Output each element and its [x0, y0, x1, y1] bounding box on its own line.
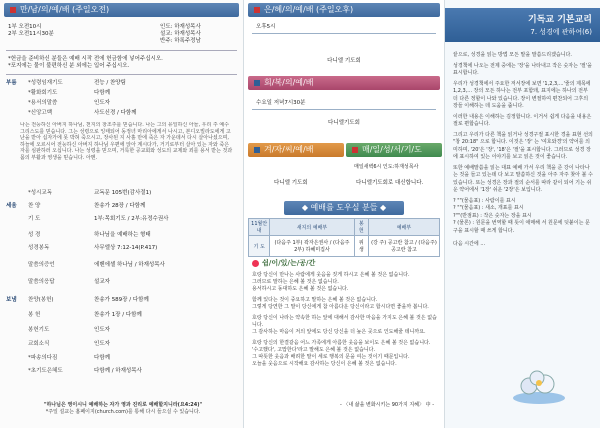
flower-decoration-icon — [509, 362, 569, 406]
order-item: 성경봉독 — [28, 245, 50, 251]
order-row — [6, 90, 238, 99]
divider — [252, 33, 436, 34]
section-title: 매/일/성/서/기/도 — [362, 145, 422, 154]
table-header: 새지의 예배부 — [270, 219, 354, 236]
order-row — [6, 312, 238, 321]
section-title: 회/복/의/예/배 — [264, 78, 314, 87]
order-item: 봉 헌 — [28, 312, 41, 318]
order-row — [6, 190, 238, 199]
order-item: 말씀의증언 — [28, 262, 55, 268]
order-value: 인도자 — [94, 341, 110, 347]
helpers-title: 예배를 도우실 분들 — [310, 203, 378, 212]
order-row — [6, 216, 238, 225]
part-label-send: 보냄 — [6, 297, 17, 303]
rest-space-label: 쉼/이/있/는/공/간 — [262, 259, 316, 267]
doctrine-para: ? ""(물음표) : 새소, 개표를 표시 — [453, 205, 524, 211]
order-row — [6, 262, 238, 271]
mustard-seed-worship-header — [248, 143, 344, 157]
notice-line: *헌금을 준비하신 분들은 예배 시작 전에 헌금함에 넣어주십시오. — [8, 56, 163, 62]
section-item: 다니엘기도회로 대신합니다. — [356, 180, 424, 186]
section-time: 수요일 저녁7시30분 — [256, 100, 306, 106]
order-item: *성령임재기도 — [28, 80, 63, 86]
prose-line: 그 따뜻한 웃음과 배려한 말이 세로 행복의 문을 여는 것이기 때문입니다. — [252, 354, 410, 360]
doctrine-subtitle: 7. 성경에 관하여(6) — [530, 28, 592, 36]
order-item: 찬양(봉헌) — [28, 297, 54, 303]
order-value: 다함께 — [94, 355, 110, 361]
order-row — [6, 327, 238, 336]
order-row — [6, 355, 238, 364]
doctrine-title-box — [445, 8, 600, 42]
doctrine-para: 우리가 성경책에서 주요한 저서장에 보면 '1,2,3,...'줄의 제목에 1,2,3,... 장의 모든 하나는 전부 포함돼, 표지에는 하나의 전부 더 다른 정할이 나와 있습니다. 장이 변절하여 편찬되어 그후의 장들 이해하는 데 도움을 줍니다. — [453, 80, 591, 109]
table-header: 봉 헌 — [354, 219, 368, 236]
service-time-1: 1부 오전10시 — [8, 24, 42, 30]
part-label-call: 부름 — [6, 80, 17, 86]
doctrine-title: 기독교 기본교리 — [528, 15, 592, 25]
divider — [6, 50, 237, 51]
order-row — [6, 368, 238, 377]
morning-worship-column — [0, 0, 244, 428]
order-value: 교독문 105번(감사절1) — [94, 190, 152, 196]
doctrine-para: 다음 시간에 ... — [453, 241, 486, 247]
daily-prayer-header — [346, 143, 442, 157]
doctrine-para: 그리고 우리가 다른 책을 읽거나 성경구절 표시한 경을 표현 선의 "창 20:18" 으로 합니다. 이것은 '장' 는 '여호와경'의 약어를 의미하며, '20'은 '장', '18'은 '절'을 표시합니다. 그러므로 성경 장에 표시하여 있는 이야기를 보고 읽은 것이 좋습니다. — [453, 131, 593, 160]
service-time-2: 2부 오전11시30분 — [8, 31, 54, 37]
divider — [6, 74, 237, 75]
prose-line: 그 감사하는 마음이 저의 앞에도 당신 당신을 더 높은 곳으로 인도해줄 테니까요. — [252, 329, 426, 335]
other-worship-column — [244, 0, 445, 428]
doctrine-para: ? ""(물음표) : 사람이를 표시 — [453, 197, 516, 204]
doctrine-para: 이러한 내용은 이해하는 김정합니다. 이거서 쉽게 다음을 내용은 절로 편합습니다. — [453, 113, 592, 127]
order-value: 다함께 — [94, 90, 110, 96]
square-bullet-icon — [254, 147, 260, 153]
table-cell: 기 도 — [249, 236, 270, 257]
square-bullet-icon — [352, 147, 358, 153]
square-bullet-icon — [254, 7, 260, 13]
table-row — [249, 236, 440, 257]
doctrine-para: 또한 예배말씀을 읽는 대표 예배 가서 우리 책을 준 강이 나타나는 것을 들고 있는데 다 보고 말씀하신 것을 아주 자주 찾아 볼 수 있습니다. 또는 성경은 장과 절의 순서를 따라 같이 되어 기는 쉬운 약어에서 '1장' 쉬운 '2장'은 보입니다. — [453, 164, 593, 193]
order-row — [6, 110, 238, 119]
service-times — [8, 24, 54, 38]
order-item: *초기도은혜도 — [28, 368, 63, 374]
flower-center-shape — [536, 380, 542, 386]
order-value: 찬송가 28장 / 다함께 — [94, 203, 146, 209]
order-row — [6, 341, 238, 350]
section-time: 오후5시 — [256, 24, 276, 30]
table-cell: 위 생 — [354, 236, 368, 257]
doctrine-para: ?""(반점표) : 작은 숫자는 장을 표시 — [453, 212, 532, 219]
rest-space-title — [252, 258, 315, 268]
order-row — [6, 80, 238, 89]
leader: 인도: 하재성목사 — [160, 24, 201, 30]
prose-line: 오늘을 웃음으로 시작해요 감사하는 당신이 은혜 볼 것은 없습니다. — [252, 361, 397, 367]
preacher: 설교: 하재성목사 — [160, 31, 201, 37]
order-row — [6, 232, 238, 241]
source-footnote: - 〈내 삶을 변화시키는 90가지 지혜〉 中 - — [339, 402, 434, 408]
order-row — [6, 203, 238, 212]
footer-verse — [8, 402, 238, 416]
prose-line: 그렇게 당연한 그 말이 당신에게 참 아름다운 당신이라고 합시다면 좋을까 봅니다. — [252, 304, 429, 310]
prose-line: 그러므로 말하는 은혜 볼 것은 없습니다. — [252, 279, 339, 285]
section-title: 은/혜/의/예/배 (주일오후) — [264, 5, 354, 14]
table-header-row — [249, 219, 440, 236]
order-value: 찬송가 1장 / 다함께 — [94, 312, 142, 318]
order-item: *성시교독 — [28, 190, 53, 196]
square-bullet-icon — [254, 80, 260, 86]
order-row — [6, 279, 238, 288]
helpers-header: ◆ 예배를 도우실 분들 ◆ — [284, 201, 404, 215]
section-title: 겨/자/씨/예/배 — [264, 145, 314, 154]
order-item: 말씀의응답 — [28, 279, 55, 285]
afternoon-worship-header — [248, 3, 440, 17]
part-label-build: 세움 — [6, 203, 17, 209]
order-value: 전능 / 찬양팀 — [94, 80, 126, 86]
rest-space-prose — [252, 272, 438, 368]
order-item: 봉헌기도 — [28, 327, 50, 333]
order-value: 하나님을 예배하는 형태 — [94, 232, 151, 238]
helpers-table — [248, 218, 440, 257]
morning-worship-title: 만/남/의/예/배 (주일오전) — [20, 5, 110, 14]
prose-line: 호랑 당신이 만나는 사람에게 웃음을 짓게 하시고 은혜 볼 것은 없습니다. — [252, 272, 410, 278]
table-cell: (강 주) 공고란 참고 / (다음주) 공고란 참고 — [368, 236, 439, 257]
order-row — [6, 245, 238, 254]
order-item: *활화회기도 — [28, 90, 58, 96]
prose-line: 함께 있다는 것이 중요하고 말하는 은혜 볼 것은 없습니다. — [252, 297, 378, 303]
order-value: 다함께 / 하재성목사 — [94, 368, 142, 374]
doctrine-para: 끝으로, 성경을 읽는 방법 모든 말을 말씀드리겠습니다. — [453, 52, 572, 58]
order-item: 찬 양 — [28, 203, 41, 209]
prose-line: 용서하시고 동대하도 은혜 볼 것은 없습니다. — [252, 286, 349, 292]
footer-line: *주일 설교는 홈페이지(church.com)를 통해 다시 들으실 수 있습니다. — [45, 409, 201, 415]
water-shape — [513, 392, 565, 404]
apostles-creed-text: 나는 전능하신 아버지 하나님, 천지의 창조주를 믿습니다. 나는 그의 유일하신 아들, 우리 주 예수 그리스도를 믿습니다. 그는 성령으로 잉태되어 동정녀 마리아에게서 나시고, 본디오빌라도에게 고난을 받아 십자가에 못 박혀 죽으시고, 장사된 지 사흘 만에 죽은 자 가운데서 다시 살아나셨으며, 하늘에 오르시어 전능하신 아버지 하나님 우편에 앉아 계시다가, 거기로부터 살아 있는 자와 죽은 자를 심판하러 오십니다. 나는 성령을 믿으며, 거룩한 공교회와 성도의 교제와 죄를 용서 받는 것과 몸의 부활과 영생을 믿습니다. 아멘. — [20, 122, 233, 161]
doctrine-body — [453, 52, 593, 249]
order-value: 설교자 — [94, 279, 110, 285]
order-value: 인도자 — [94, 327, 110, 333]
order-row — [6, 297, 238, 306]
table-header: 예배부 — [368, 219, 439, 236]
flower-icon — [252, 260, 259, 267]
order-value: 1부:목회기도 / 2부:유정수권사 — [94, 216, 169, 222]
divider — [252, 109, 436, 110]
square-bullet-icon — [10, 7, 16, 13]
service-officers — [160, 24, 201, 45]
order-value: 사무엘상 7:12-14(P.417) — [94, 245, 158, 251]
footer-line: "하나님은 영이시니 예배하는 자가 영과 진리로 예배할지니라(요4:24)" — [43, 402, 203, 408]
order-item: *파송의다짐 — [28, 355, 58, 361]
doctrine-para: 성경책에 나오는 전제 중에는 '장'을 나타내고 작은 숫자는 '절'을 표시합니다. — [453, 62, 592, 76]
prose-line: 호랑 당신의 한결같음 어느 가족에게 아름한 웃음을 보이도 은혜 볼 것은 없습니다. — [252, 340, 431, 346]
table-cell: (다음주 1부) 곽자은권사 / (다음주 2부) 하혜미집사 — [270, 236, 354, 257]
daily-prayer-sub: 매일새벽6시 인도:하재성목사 — [354, 164, 419, 170]
order-item: 기 도 — [28, 216, 41, 222]
section-item: 다니엘 기도회 — [327, 58, 361, 64]
order-value: 사도신경 / 다함께 — [94, 110, 137, 116]
notice — [8, 56, 233, 70]
order-row — [6, 100, 238, 109]
table-header: 11월안내 — [249, 219, 270, 236]
order-item: *신앙고백 — [28, 110, 53, 116]
order-value: 에벤에셀 하나님 / 하재성목사 — [94, 262, 165, 268]
section-item: 다니엘 기도회 — [274, 180, 308, 186]
order-value: 찬송가 589장 / 다함께 — [94, 297, 149, 303]
prose-line: '수고했다', 고맙한다'라고 말해도 은혜 볼 것은 없습니다. — [252, 347, 376, 353]
accompanist: 반주: 하록주정남 — [160, 38, 201, 44]
morning-worship-header — [4, 3, 239, 17]
order-item: 교회소식 — [28, 341, 50, 347]
order-value: 인도자 — [94, 100, 110, 106]
order-item: 성 경 — [28, 232, 41, 238]
prose-line: 호랑 당신이 나라는 약속한 하는 앞에 대해서 감사한 마음을 가지도 은혜 볼 것은 없습니다. — [252, 315, 437, 328]
wednesday-worship-header — [248, 76, 440, 90]
section-item: 다니엘기도회 — [328, 120, 360, 126]
doctrine-para: ? (물론) : 원문을 번역할 때 뜻이 애매해 서 원문에 덧붙이는 문구을 표시할 때 쓰게 합니다. — [453, 220, 590, 234]
doctrine-column — [445, 0, 600, 428]
order-item: *용서의말씀 — [28, 100, 58, 106]
notice-line: *포지에는 물이 불편하신 분 외에는 입어 주십시오. — [8, 63, 130, 69]
